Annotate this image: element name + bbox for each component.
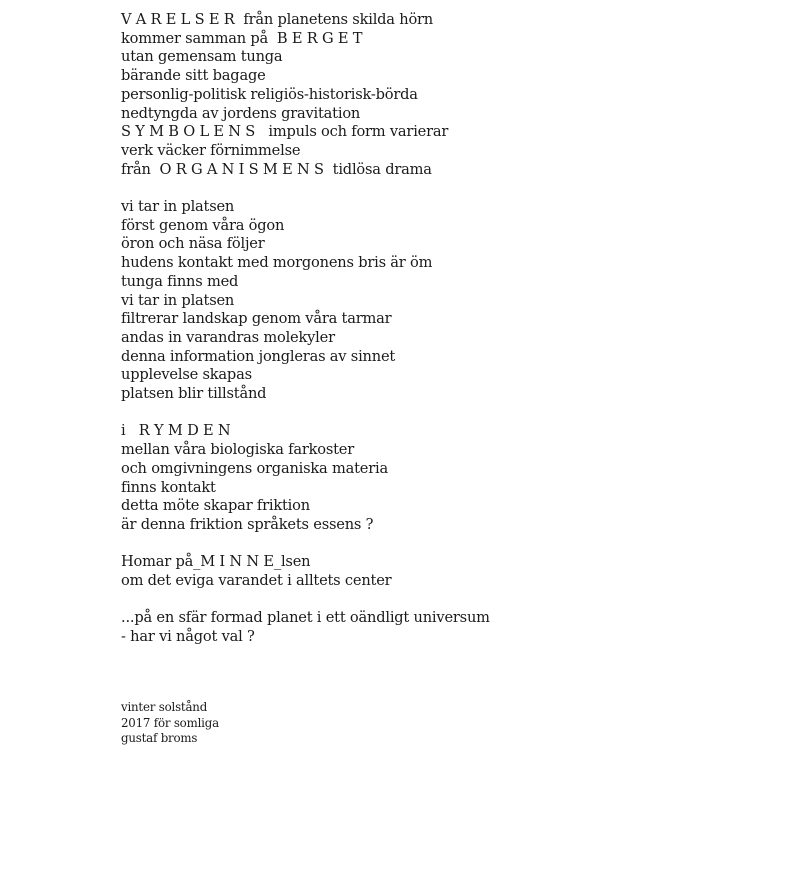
stanza-2 bbox=[121, 198, 781, 404]
poem-line: om det eviga varandet i alltets center bbox=[121, 572, 392, 590]
poem-line: detta möte skapar friktion bbox=[121, 497, 310, 515]
poem-line: vi tar in platsen bbox=[121, 198, 235, 216]
stanza-4 bbox=[121, 553, 781, 590]
poem-line: vi tar in platsen bbox=[121, 291, 235, 309]
poem-line: från O R G A N I S M E N S tidlösa drama bbox=[121, 160, 432, 178]
stanza-1 bbox=[121, 11, 781, 179]
poem-line: nedtyngda av jordens gravitation bbox=[121, 104, 361, 122]
poem-line: V A R E L S E R från planetens skilda hörn bbox=[121, 11, 433, 28]
poem-line: verk väcker förnimmelse bbox=[121, 141, 301, 159]
poem-line: Homar på_M I N N E_lsen bbox=[121, 553, 311, 571]
poem-line: tunga finns med bbox=[121, 272, 239, 290]
poem-line: hudens kontakt med morgonens bris är öm bbox=[121, 254, 433, 272]
poem bbox=[121, 11, 781, 666]
signature-occasion: vinter solstånd bbox=[121, 700, 208, 714]
poem-line: - har vi något val ? bbox=[121, 628, 255, 646]
poem-line: bärande sitt bagage bbox=[121, 67, 266, 85]
poem-line: finns kontakt bbox=[121, 478, 216, 496]
poem-line: och omgivningens organiska materia bbox=[121, 459, 388, 477]
poem-line: är denna friktion språkets essens ? bbox=[121, 515, 374, 533]
poem-line: öron och näsa följer bbox=[121, 235, 265, 253]
poem-line: ...på en sfär formad planet i ett oändligt universum bbox=[121, 609, 490, 627]
signature-author: gustaf broms bbox=[121, 731, 198, 746]
poem-line: S Y M B O L E N S impuls och form varierar bbox=[121, 123, 449, 141]
poem-line: kommer samman på B E R G E T bbox=[121, 29, 363, 47]
stanza-3 bbox=[121, 422, 781, 534]
poem-line: mellan våra biologiska farkoster bbox=[121, 441, 355, 459]
poem-line: filtrerar landskap genom våra tarmar bbox=[121, 310, 392, 328]
signature-dedication: 2017 för somliga bbox=[121, 715, 219, 730]
poem-line: i R Y M D E N bbox=[121, 422, 231, 440]
poem-line: platsen blir tillstånd bbox=[121, 385, 267, 403]
stanza-5 bbox=[121, 609, 781, 646]
poem-line: denna information jongleras av sinnet bbox=[121, 347, 396, 365]
poem-line: personlig-politisk religiös-historisk-börda bbox=[121, 85, 418, 103]
poem-line: först genom våra ögon bbox=[121, 216, 285, 234]
poem-line: upplevelse skapas bbox=[121, 366, 252, 384]
signature bbox=[121, 700, 219, 747]
poem-line: utan gemensam tunga bbox=[121, 48, 283, 66]
poem-line: andas in varandras molekyler bbox=[121, 328, 335, 346]
